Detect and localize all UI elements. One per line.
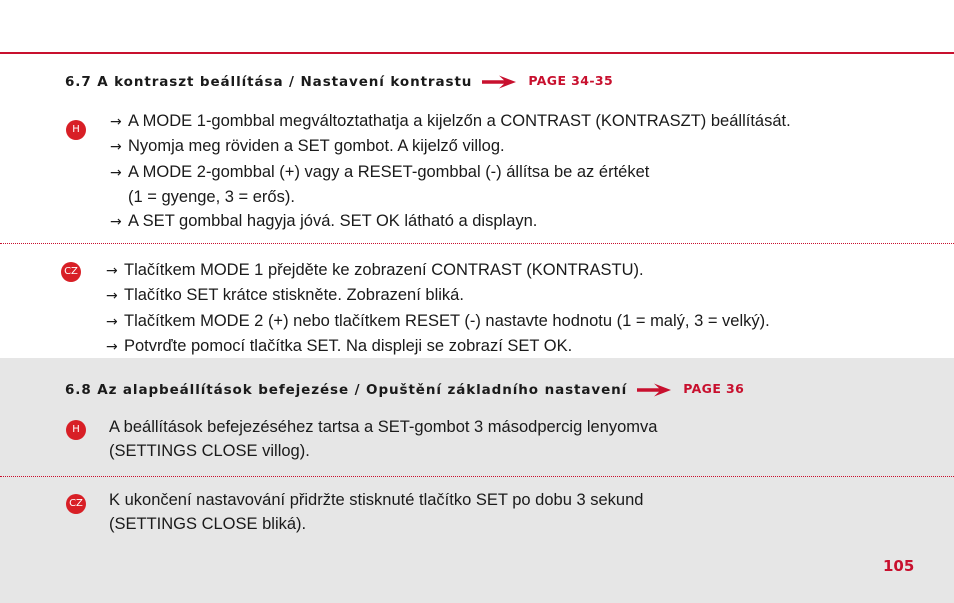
section-heading-6-7 [65,74,613,90]
text-line: K ukončení nastavování přidržte stisknuté tlačítko SET po dobu 3 sekund [109,491,644,509]
list-item: → A SET gombbal hagyja jóvá. SET OK látható a displayn. [110,209,791,234]
arrow-bullet-icon: → [110,114,122,130]
arrow-bullet-icon: → [110,214,122,231]
list-item: → A MODE 1-gombbal megváltoztathatja a kijelzőn a CONTRAST (KONTRASZT) beállítását. [110,109,791,134]
list-item: → Tlačítko SET krátce stiskněte. Zobrazení bliká. [106,283,770,308]
instructions-cz [106,258,770,359]
language-badge-hu: H [66,120,86,140]
arrow-right-icon [482,75,516,89]
dotted-divider [0,476,954,477]
arrow-bullet-icon: → [106,313,118,330]
page-reference: PAGE 34-35 [528,72,614,88]
page-number: 105 [883,557,915,575]
arrow-bullet-icon: → [106,263,118,279]
language-badge-cz: CZ [66,494,86,514]
instructions-hu [110,109,791,234]
section-title: 6.8 Az alapbeállítások befejezése / Opuštění základního nastavení [65,382,628,398]
language-badge-cz: CZ [61,262,81,282]
section-title: 6.7 A kontraszt beállítása / Nastavení kontrastu [65,74,473,90]
arrow-bullet-icon: → [106,338,118,355]
arrow-bullet-icon: → [110,139,122,156]
top-rule [0,52,954,54]
instructions-hu [109,415,657,464]
instructions-cz [109,488,643,537]
list-item: → Potvrďte pomocí tlačítka SET. Na displeji se zobrazí SET OK. [106,334,770,359]
list-item: → Tlačítkem MODE 1 přejděte ke zobrazení CONTRAST (KONTRASTU). [106,258,770,283]
text-line: (SETTINGS CLOSE villog). [109,442,310,461]
arrow-bullet-icon: → [106,288,118,305]
text-line: (SETTINGS CLOSE bliká). [109,515,307,534]
arrow-right-icon [637,383,671,397]
page-reference: PAGE 36 [683,380,745,396]
section-heading-6-8 [65,382,744,398]
list-item: → Nyomja meg röviden a SET gombot. A kijelző villog. [110,134,791,159]
arrow-bullet-icon: → [110,164,122,181]
text-line: A beállítások befejezéséhez tartsa a SET-gombot 3 másodpercig lenyomva [109,418,658,436]
list-item: → A MODE 2-gombbal (+) vagy a RESET-gombbal (-) állítsa be az értéket [110,160,791,185]
language-badge-hu: H [66,420,86,440]
dotted-divider [0,243,954,244]
list-item: → Tlačítkem MODE 2 (+) nebo tlačítkem RESET (-) nastavte hodnotu (1 = malý, 3 = velký). [106,309,770,334]
list-item-continuation: (1 = gyenge, 3 = erős). [128,187,295,206]
